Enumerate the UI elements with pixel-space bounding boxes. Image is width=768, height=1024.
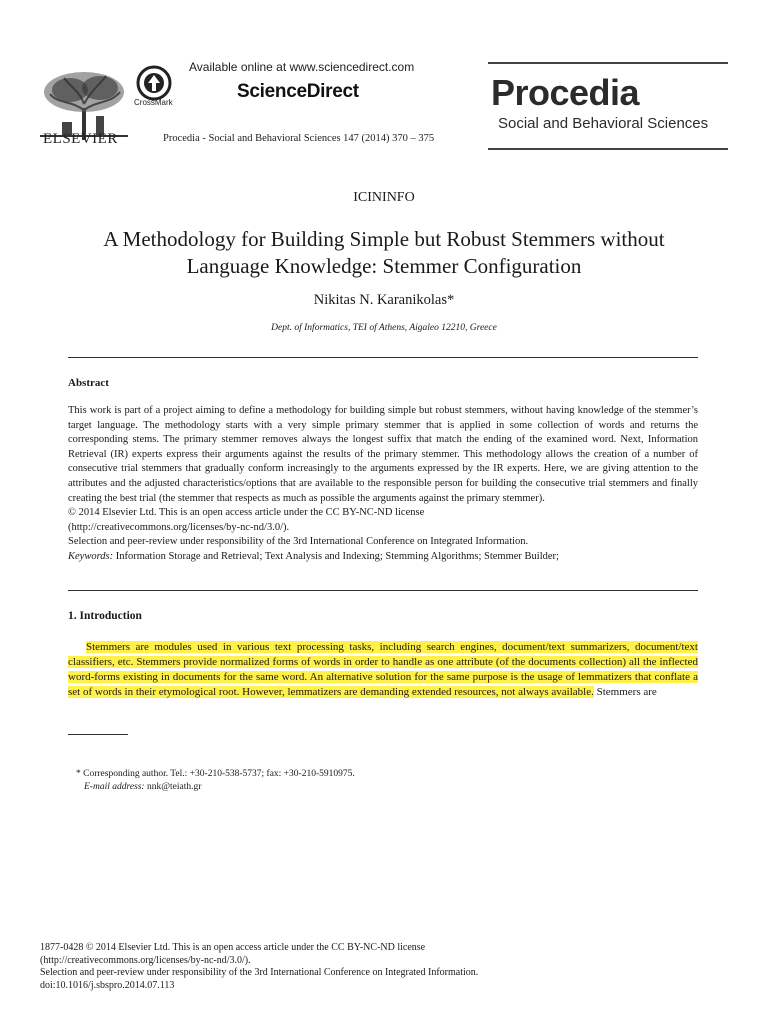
journal-citation: Procedia - Social and Behavioral Sciences 147 (2014) 370 – 375 [163, 133, 435, 144]
footnote-separator [68, 734, 128, 735]
introduction-paragraph [68, 640, 698, 700]
copyright-footer [40, 942, 730, 992]
journal-brand-subtitle: Social and Behavioral Sciences [498, 115, 709, 132]
keywords-label: Keywords: [68, 550, 114, 562]
keywords-list: Information Storage and Retrieval; Text Analysis and Indexing; Stemming Algorithms; Stemmer Builder; [113, 550, 559, 562]
abstract-heading: Abstract [68, 377, 109, 389]
footer-peer-review-line: Selection and peer-review under responsibility of the 3rd International Conference on Integrated Information. [40, 967, 479, 979]
highlighted-text: Stemmers are modules used in various text processing tasks, including search engines, document/text summarizers, document/text classifiers, etc. Stemmers provide normalized forms of words in order to handle as one attribute (of the documents collection) all the inflected word-forms existing in documents for the same word. An alternative solution for the same purpose is the usage of lemmatizers that conflate a set of words in their etymological root. However, lemmatizers are demanding extended resources, not always available. [68, 641, 698, 698]
sciencedirect-logo: ScienceDirect [237, 81, 359, 102]
keywords-line [68, 550, 698, 565]
email-line [76, 781, 355, 794]
email-address[interactable]: nnk@teiath.gr [144, 782, 202, 792]
abstract-body [68, 404, 698, 565]
available-online-text: Available online at www.sciencedirect.com [189, 60, 415, 74]
introduction-heading: 1. Introduction [68, 610, 142, 622]
author-affiliation: Dept. of Informatics, TEI of Athens, Aigaleo 12210, Greece [271, 323, 497, 333]
journal-brand-title: Procedia [491, 72, 640, 113]
article-title [40, 226, 728, 280]
abstract-paragraph: This work is part of a project aiming to define a methodology for building simple but robust stemmers, without having knowledge of the stemmer’s target language. The methodology starts with a very simple primary stemmer that is applied in some collection of words and returns the corresponding stems. The primary stemmer removes always the longest suffix that match the ending of the examined word. Next, Information Retrieval (IR) experts express their arguments against the results of the primary stemmer. This methodology allows the creation of a number of consecutive trial stemmers that gradually conform increasingly to the arguments expressed by the IR experts. Here, we are giving attention to the attributes and the adjusted characteristics/options that are available to the responsible person for building the consecutive trial stemmers and finally creating the best trial (the stemmer that respects as much as possible the arguments against the primary stemmer). [68, 405, 698, 504]
abstract-bottom-rule [68, 590, 698, 591]
peer-review-line: Selection and peer-review under responsibility of the 3rd International Conference on Integrated Information. [68, 536, 529, 548]
license-line-2[interactable]: (http://creativecommons.org/licenses/by-nc-nd/3.0/). [68, 521, 290, 533]
email-label: E-mail address: [84, 782, 145, 792]
author-name: Nikitas N. Karanikolas* [313, 292, 455, 308]
crossmark-label: CrossMark [134, 98, 173, 107]
footnote [76, 768, 355, 794]
article-title-line-2: Language Knowledge: Stemmer Configuration [186, 254, 582, 278]
license-line-1: © 2014 Elsevier Ltd. This is an open access article under the CC BY-NC-ND license [68, 507, 425, 519]
publisher-name: ELSEVIER [43, 131, 118, 147]
article-title-line-1: A Methodology for Building Simple but Robust Stemmers without [103, 227, 665, 251]
corresponding-author-note: * Corresponding author. Tel.: +30-210-538-5737; fax: +30-210-5910975. [76, 769, 355, 779]
conference-name: ICININFO [353, 190, 415, 205]
abstract-top-rule [68, 357, 698, 358]
introduction-continuation: Stemmers are [593, 685, 657, 698]
license-url-line[interactable]: (http://creativecommons.org/licenses/by-nc-nd/3.0/). [40, 954, 251, 966]
doi-line[interactable]: doi:10.1016/j.sbspro.2014.07.113 [40, 979, 175, 991]
issn-license-line: 1877-0428 © 2014 Elsevier Ltd. This is an open access article under the CC BY-NC-ND license [40, 942, 426, 953]
